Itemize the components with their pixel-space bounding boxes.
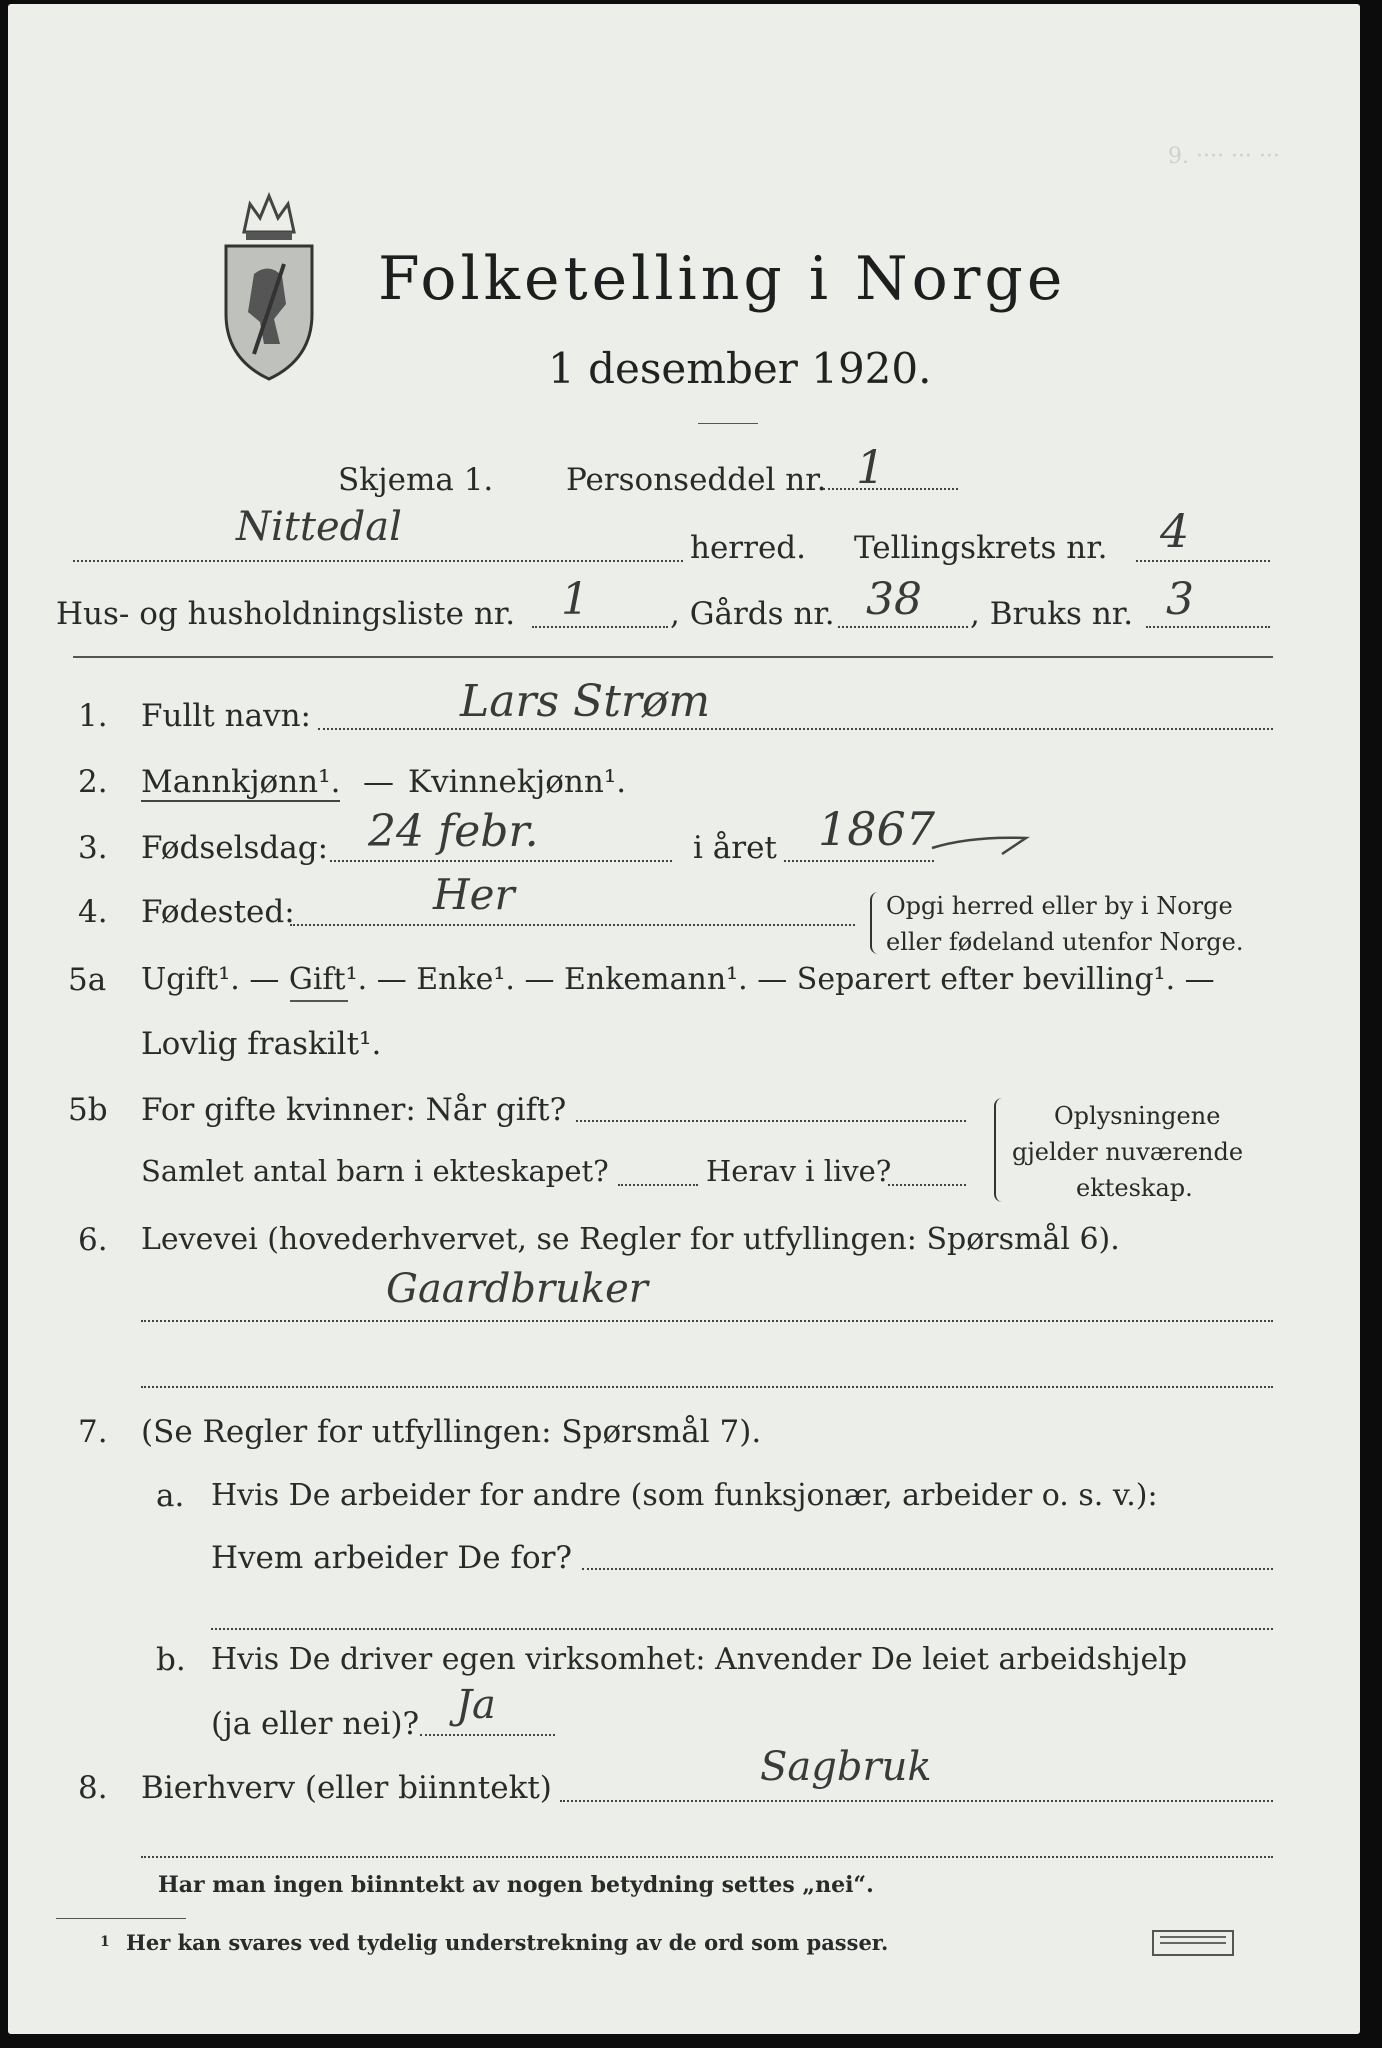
employer-field[interactable] <box>582 1568 1273 1570</box>
q7b-label-line2: (ja eller nei)? <box>211 1706 420 1742</box>
q6-number: 6. <box>78 1222 108 1258</box>
husliste-value: 1 <box>561 574 589 625</box>
gards-field[interactable] <box>838 626 968 628</box>
q7b-letter: b. <box>156 1642 186 1678</box>
q7a-letter: a. <box>156 1478 185 1514</box>
mannkjonn-option[interactable]: Mannkjønn¹. <box>141 764 341 800</box>
q1-label: Fullt navn: <box>141 698 311 734</box>
tellingskrets-value: 4 <box>1160 504 1190 558</box>
footnote-rule <box>56 1918 186 1919</box>
herred-value: Nittedal <box>236 504 402 550</box>
personseddel-value: 1 <box>856 440 886 494</box>
q4-label: Fødested: <box>141 894 295 930</box>
q3-label: Fødselsdag: <box>141 830 329 866</box>
header-divider <box>73 656 1273 658</box>
marital-status-options[interactable]: Ugift¹. — Gift¹. — Enke¹. — Enkemann¹. — Separert efter bevilling¹. — <box>141 962 1215 997</box>
full-name-value: Lars Strøm <box>460 676 711 727</box>
form-date: 1 desember 1920. <box>548 344 932 393</box>
nei-note: Har man ingen biinntekt av nogen betydning settes „nei“. <box>158 1872 874 1898</box>
title-rule <box>698 423 758 424</box>
children-alive-field[interactable] <box>888 1184 966 1186</box>
tellingskrets-label: Tellingskrets nr. <box>854 530 1108 566</box>
married-date-field[interactable] <box>576 1120 966 1122</box>
employer-field-line2[interactable] <box>211 1628 1273 1630</box>
q5a-number: 5a <box>68 962 107 998</box>
gards-value: 38 <box>866 574 922 625</box>
footnote-text: Her kan svares ved tydelig understrekning av de ord som passer. <box>126 1930 889 1955</box>
q6-label: Levevei (hovederhvervet, se Regler for utfyllingen: Spørsmål 6). <box>141 1222 1120 1257</box>
side-income-field-line2[interactable] <box>141 1856 1273 1858</box>
q4-number: 4. <box>78 894 108 930</box>
footnote-mark: 1 <box>100 1934 110 1950</box>
q5b-note-line1: Oplysningene <box>1054 1102 1221 1130</box>
q4-note-line1: Opgi herred eller by i Norge <box>886 892 1233 920</box>
kvinnekjonn-option[interactable]: Kvinnekjønn¹. <box>408 764 627 800</box>
q7-number: 7. <box>78 1414 108 1450</box>
q4-brace <box>870 892 880 954</box>
q5b-brace <box>994 1098 1006 1202</box>
hired-help-field[interactable] <box>420 1734 555 1736</box>
lovlig-fraskilt-option[interactable]: Lovlig fraskilt¹. <box>141 1026 382 1062</box>
coat-of-arms-icon <box>214 184 324 384</box>
children-total-field[interactable] <box>618 1184 698 1186</box>
q5b-note-line3: ekteskap. <box>1076 1174 1193 1202</box>
q5b-number: 5b <box>68 1092 108 1128</box>
herred-label: herred. <box>690 530 806 566</box>
q7-label: (Se Regler for utfyllingen: Spørsmål 7). <box>141 1414 762 1450</box>
q7a-label-line1: Hvis De arbeider for andre (som funksjonær, arbeider o. s. v.): <box>211 1478 1158 1513</box>
schema-label: Skjema 1. <box>338 462 494 498</box>
occupation-field-line2[interactable] <box>141 1386 1273 1388</box>
census-form-page <box>8 4 1360 2034</box>
side-income-value: Sagbruk <box>760 1744 932 1790</box>
form-title: Folketelling i Norge <box>378 244 1067 314</box>
gards-label: , Gårds nr. <box>670 596 835 632</box>
birthyear-value: 1867 <box>818 802 936 856</box>
q8-label: Bierhverv (eller biinntekt) <box>141 1770 552 1806</box>
hired-help-value: Ja <box>456 1682 496 1728</box>
husliste-label: Hus- og husholdningsliste nr. <box>56 596 516 632</box>
husliste-field[interactable] <box>532 626 668 628</box>
personseddel-field[interactable] <box>823 488 958 490</box>
tellingskrets-field[interactable] <box>1136 560 1270 562</box>
q5b-alive-label: Herav i live? <box>706 1154 892 1188</box>
birthdate-value: 24 febr. <box>368 806 539 857</box>
personseddel-label: Personseddel nr. <box>566 462 827 498</box>
gift-underline <box>290 1000 348 1002</box>
side-income-field[interactable] <box>560 1800 1273 1802</box>
q5b-children-label: Samlet antal barn i ekteskapet? <box>141 1154 609 1188</box>
birthyear-field[interactable] <box>784 860 934 862</box>
q8-number: 8. <box>78 1770 108 1806</box>
q5b-note-line2: gjelder nuværende <box>1012 1138 1244 1166</box>
full-name-field[interactable] <box>318 728 1273 730</box>
bruks-label: , Bruks nr. <box>970 596 1134 632</box>
birthplace-value: Her <box>433 870 515 919</box>
q4-note-line2: eller fødeland utenfor Norge. <box>886 928 1244 956</box>
birthdate-field[interactable] <box>330 860 672 862</box>
q2-separator: — <box>363 764 394 800</box>
q7a-label-line2: Hvem arbeider De for? <box>211 1540 573 1576</box>
herred-field[interactable] <box>73 560 683 562</box>
birthplace-field[interactable] <box>290 924 855 926</box>
bruks-value: 3 <box>1166 574 1194 625</box>
bleed-through-text: 9. ···· ··· ··· <box>1168 144 1280 169</box>
q1-number: 1. <box>78 698 108 734</box>
birthyear-pen-stroke-icon <box>930 826 1030 866</box>
bruks-field[interactable] <box>1146 626 1270 628</box>
q3-year-label: i året <box>693 830 777 866</box>
occupation-field[interactable] <box>141 1320 1273 1322</box>
q7b-label-line1: Hvis De driver egen virksomhet: Anvender De leiet arbeidshjelp <box>211 1642 1188 1677</box>
occupation-value: Gaardbruker <box>386 1266 648 1312</box>
q2-number: 2. <box>78 764 108 800</box>
q3-number: 3. <box>78 830 108 866</box>
printer-stamp <box>1152 1930 1234 1956</box>
q5b-married-label: For gifte kvinner: Når gift? <box>141 1092 567 1128</box>
